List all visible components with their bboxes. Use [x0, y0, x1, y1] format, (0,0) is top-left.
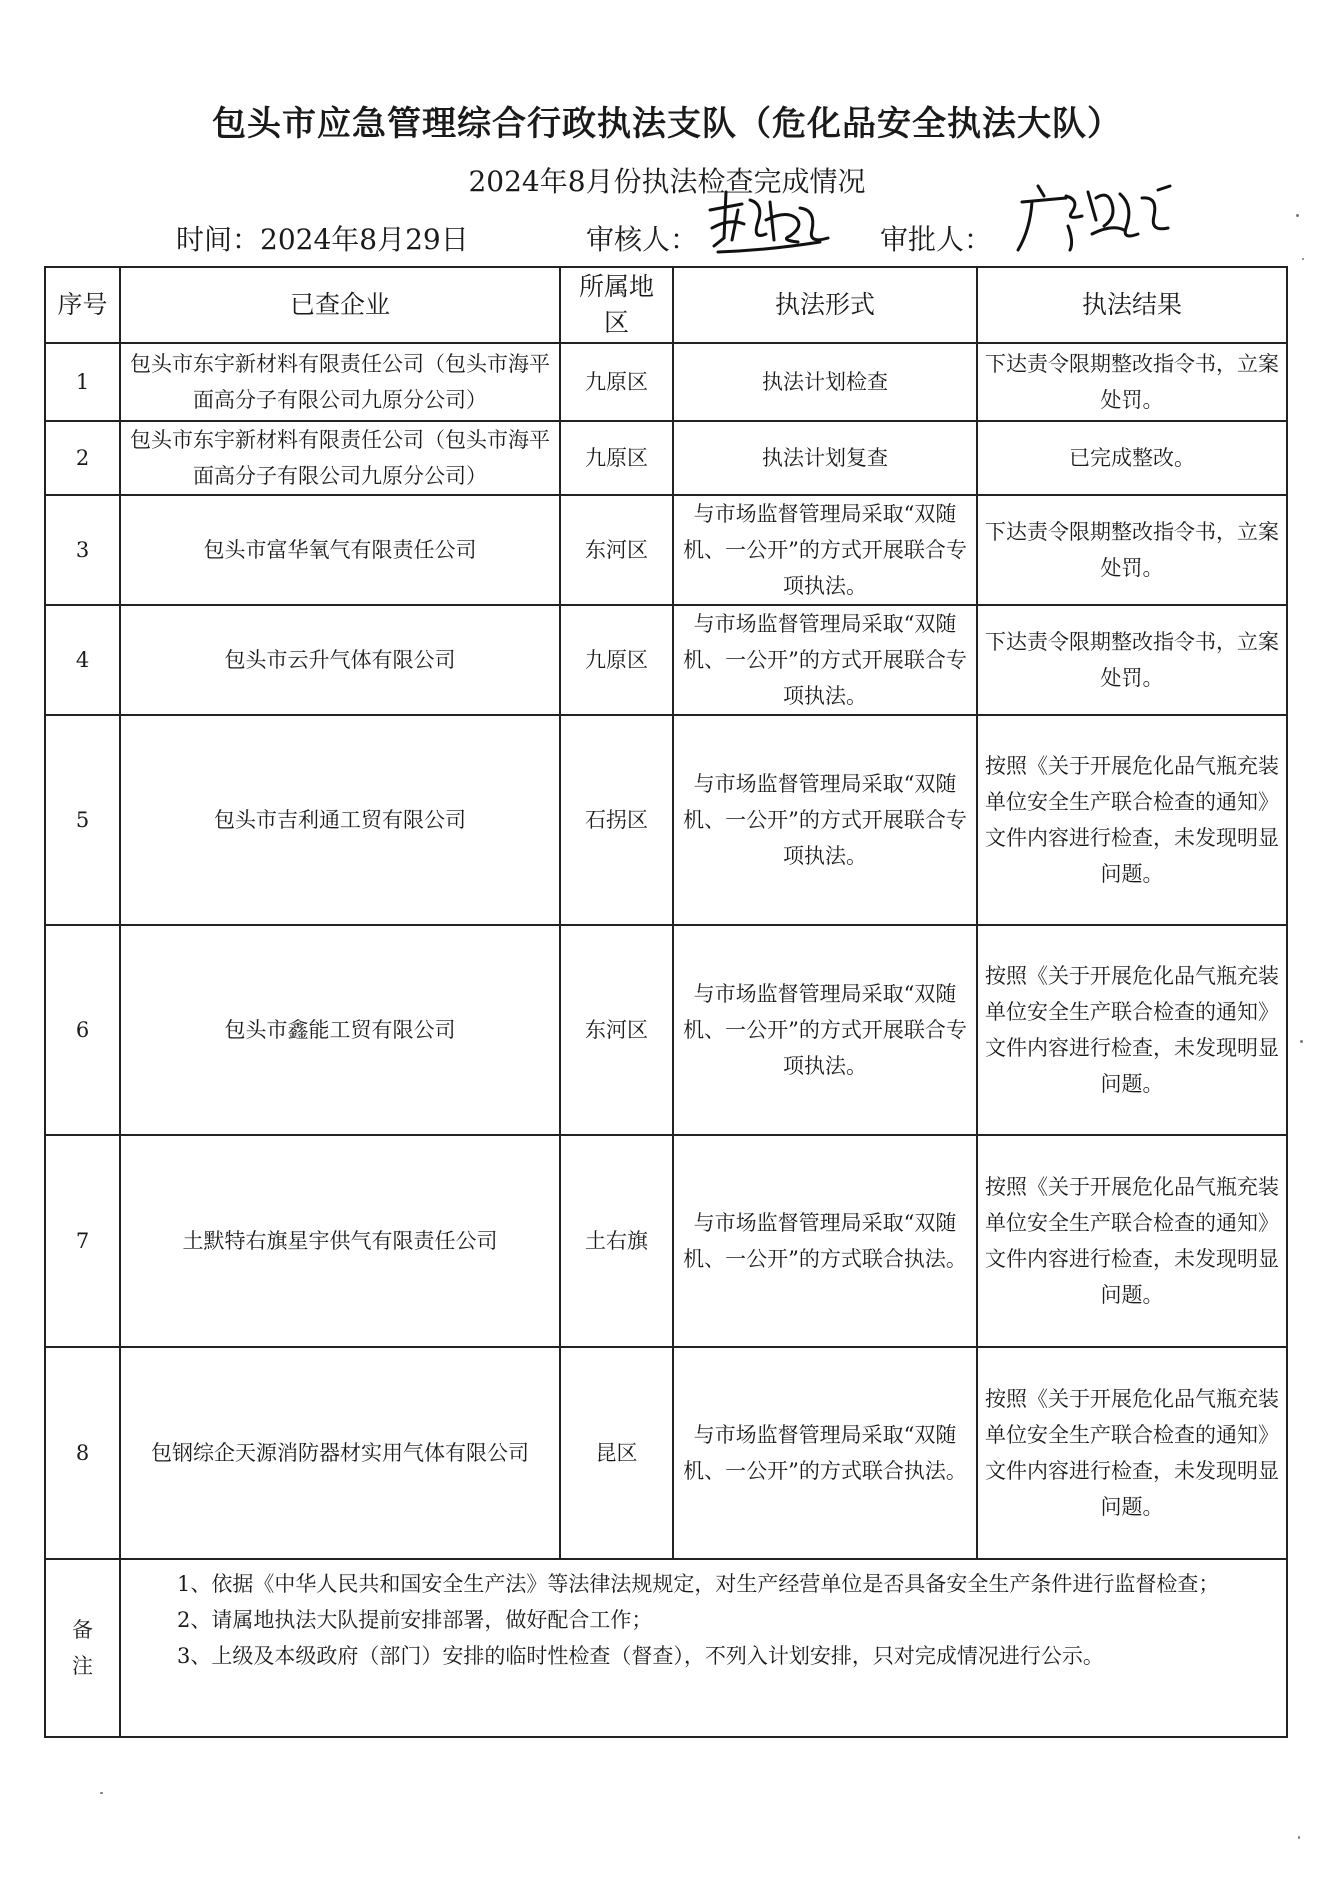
- table-row: [45, 715, 1287, 925]
- reviewer-signature: [700, 180, 840, 260]
- approver-signature: [1008, 176, 1180, 258]
- row-form: 执法计划检查: [673, 343, 977, 421]
- row-no: 1: [45, 343, 120, 421]
- note-item: 2、请属地执法大队提前安排部署，做好配合工作；: [177, 1608, 653, 1632]
- row-no: 4: [45, 605, 120, 715]
- inspection-table: [44, 266, 1288, 1738]
- row-form: 与市场监督管理局采取“双随机、一公开”的方式联合执法。: [673, 1347, 977, 1559]
- row-form: 与市场监督管理局采取“双随机、一公开”的方式联合执法。: [673, 1135, 977, 1347]
- row-company: 土默特右旗星宇供气有限责任公司: [120, 1135, 560, 1347]
- reviewer-label: 审核人：: [586, 223, 699, 256]
- row-district: 九原区: [560, 605, 673, 715]
- row-no: 7: [45, 1135, 120, 1347]
- row-district: 土右旗: [560, 1135, 673, 1347]
- row-form: 与市场监督管理局采取“双随机、一公开”的方式开展联合专项执法。: [673, 495, 977, 605]
- row-company: 包头市东宇新材料有限责任公司（包头市海平面高分子有限公司九原分公司）: [120, 421, 560, 495]
- row-company: 包头市鑫能工贸有限公司: [120, 925, 560, 1135]
- row-result: 按照《关于开展危化品气瓶充装单位安全生产联合检查的通知》文件内容进行检查，未发现明显问题。: [977, 925, 1287, 1135]
- row-district: 东河区: [560, 495, 673, 605]
- notes-label: [45, 1559, 120, 1737]
- row-result: 按照《关于开展危化品气瓶充装单位安全生产联合检查的通知》文件内容进行检查，未发现明显问题。: [977, 1347, 1287, 1559]
- scan-speck: [1300, 1040, 1303, 1043]
- row-district: 昆区: [560, 1347, 673, 1559]
- header-no: 序号: [45, 267, 120, 343]
- notes-row: [45, 1559, 1287, 1737]
- time-value: 2024年8月29日: [260, 223, 469, 256]
- table-row: [45, 605, 1287, 715]
- header-district: 所属地区: [560, 267, 673, 343]
- row-form: 与市场监督管理局采取“双随机、一公开”的方式开展联合专项执法。: [673, 925, 977, 1135]
- table-row: [45, 495, 1287, 605]
- row-company: 包头市富华氧气有限责任公司: [120, 495, 560, 605]
- row-no: 5: [45, 715, 120, 925]
- row-no: 3: [45, 495, 120, 605]
- row-company: 包头市吉利通工贸有限公司: [120, 715, 560, 925]
- table-header-row: [45, 267, 1287, 343]
- row-result: 已完成整改。: [977, 421, 1287, 495]
- document-title: 包头市应急管理综合行政执法支队（危化品安全执法大队）: [212, 104, 1122, 144]
- row-district: 石拐区: [560, 715, 673, 925]
- row-result: 按照《关于开展危化品气瓶充装单位安全生产联合检查的通知》文件内容进行检查，未发现明显问题。: [977, 1135, 1287, 1347]
- row-result: 按照《关于开展危化品气瓶充装单位安全生产联合检查的通知》文件内容进行检查，未发现明显问题。: [977, 715, 1287, 925]
- approver-label: 审批人：: [880, 223, 993, 256]
- row-district: 东河区: [560, 925, 673, 1135]
- row-no: 8: [45, 1347, 120, 1559]
- note-item: 1、依据《中华人民共和国安全生产法》等法律法规规定，对生产经营单位是否具备安全生产条件进行监督检查；: [177, 1572, 1220, 1596]
- table-row: [45, 925, 1287, 1135]
- table-row: [45, 1347, 1287, 1559]
- time-label: 时间：: [176, 223, 261, 256]
- row-no: 6: [45, 925, 120, 1135]
- time-field: [176, 218, 469, 258]
- table-row: [45, 343, 1287, 421]
- scan-speck: [1296, 214, 1299, 217]
- row-form: 与市场监督管理局采取“双随机、一公开”的方式开展联合专项执法。: [673, 715, 977, 925]
- row-company: 包头市东宇新材料有限责任公司（包头市海平面高分子有限公司九原分公司）: [120, 343, 560, 421]
- notes-label-2: 注: [72, 1654, 93, 1678]
- row-form: 执法计划复查: [673, 421, 977, 495]
- header-form: 执法形式: [673, 267, 977, 343]
- notes-label-1: 备: [72, 1618, 93, 1642]
- scan-speck: [1302, 258, 1304, 260]
- row-company: 包头市云升气体有限公司: [120, 605, 560, 715]
- header-company: 已查企业: [120, 267, 560, 343]
- row-district: 九原区: [560, 343, 673, 421]
- notes-content: [120, 1559, 1287, 1737]
- note-item: 3、上级及本级政府（部门）安排的临时性检查（督查），不列入计划安排，只对完成情况进行公示。: [177, 1644, 1104, 1668]
- header-result: 执法结果: [977, 267, 1287, 343]
- row-district: 九原区: [560, 421, 673, 495]
- scan-speck: [1298, 1836, 1300, 1839]
- scan-speck: [100, 1792, 103, 1794]
- document-subtitle: 2024年8月份执法检查完成情况: [468, 165, 866, 198]
- row-result: 下达责令限期整改指令书，立案处罚。: [977, 605, 1287, 715]
- row-result: 下达责令限期整改指令书，立案处罚。: [977, 343, 1287, 421]
- table-row: [45, 1135, 1287, 1347]
- table-row: [45, 421, 1287, 495]
- row-company: 包钢综企天源消防器材实用气体有限公司: [120, 1347, 560, 1559]
- row-no: 2: [45, 421, 120, 495]
- row-result: 下达责令限期整改指令书，立案处罚。: [977, 495, 1287, 605]
- row-form: 与市场监督管理局采取“双随机、一公开”的方式开展联合专项执法。: [673, 605, 977, 715]
